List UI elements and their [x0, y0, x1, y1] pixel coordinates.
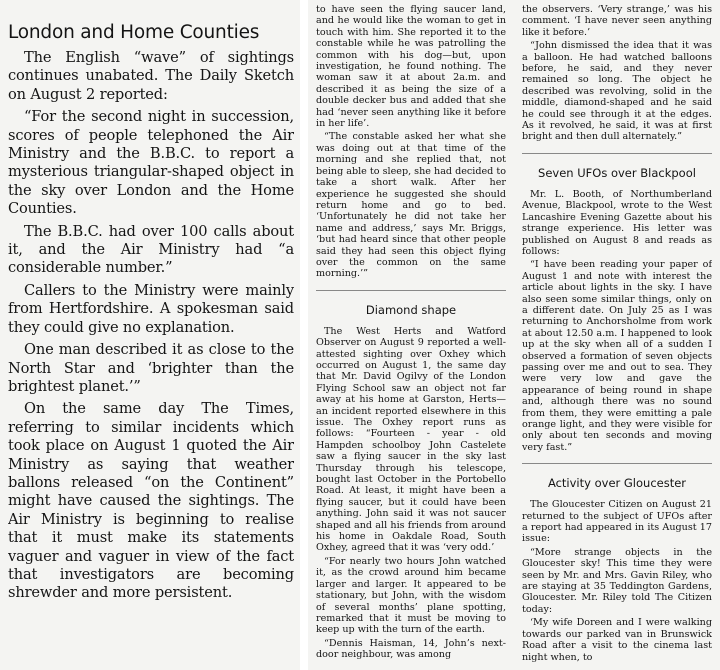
section-divider	[316, 290, 506, 291]
paragraph: “I have been reading your paper of August 1 and note with interest the article about lights in the sky. I have also seen some similar things, only on a different date. On July 25 as I was returning to Anchorsholme from work at about 12.50 a.m. I happened to look up at the sky when all of a sudden I observed a formation of seven objects passing over me and out to sea. They were very low and gave the appearance of being round in shape and, although there was no sound from them, they were emitting a pale orange light, and they were visible for only about ten seconds and moving very fast.”	[522, 259, 712, 453]
paragraph: On the same day The Times, referring to similar incidents which took place on August 1 quoted the Air Ministry as saying that weather ballons released “on the Continent” might have caused the sightings. The Air Ministry is beginning to realise that it must make its statements vaguer and vaguer in view of the fact that investigators are becoming shrewder and more persistent.	[8, 400, 294, 602]
paragraph: “The constable asked her what she was doing out at that time of the morning and she replied that, not being able to sleep, she had decided to take a short walk. After her experience he suggested she should return home and go to bed. ‘Unfortunately he did not take her name and address,’ says Mr. Briggs, ‘but had heard since that other people said they had seen this object flying over the common on the same morning.’”	[316, 131, 506, 280]
section-divider	[522, 463, 712, 464]
paragraph: “For nearly two hours John watched it, as the crowd around him became larger and larger. It appeared to be stationary, but John, with the wisdom of several months’ plane spotting, remarked that it must be moving to keep up with the turn of the earth.	[316, 555, 506, 636]
paragraph: Callers to the Ministry were mainly from Hertfordshire. A spokesman said they could give no explanation.	[8, 281, 294, 336]
paragraph: the observers. ‘Very strange,’ was his comment. ‘I have never seen anything like it before.’	[522, 4, 712, 38]
right-page-panel	[308, 0, 720, 670]
section-heading-diamond-shape: Diamond shape	[365, 302, 457, 317]
paragraph: to have seen the flying saucer land, and he would like the woman to get in touch with him. She reported it to the constable while he was patrolling the common with his dog—but, upon investigation, he found nothing. The woman saw it at about 2a.m. and described it as being the size of a double decker bus and added that she had ‘never seen anything like it before in her life’.	[316, 4, 506, 130]
paragraph: One man described it as close to the North Star and ‘brighter than the brightest planet.’”	[8, 341, 294, 395]
section-heading-london: London and Home Counties	[8, 22, 260, 43]
middle-column	[316, 4, 506, 663]
right-column	[522, 4, 712, 665]
left-column	[8, 22, 294, 607]
paragraph: The West Herts and Watford Observer on August 9 reported a well-attested sighting over Oxhey which occurred on August 1, the same day that Mr. David Ogilvy of the London Flying School saw an object not far away at his home at Garston, Herts—an incident reported elsewhere in this issue. The Oxhey report runs as follows: “Fourteen - year - old Hampden schoolboy John Castelete saw a flying saucer in the sky last Thursday through his telescope, bought last October in the Portobello Road. At least, it might have been a flying saucer, but it could have been anything. John said it was not saucer shaped and all his friends from around his home in Oakdale Road, South Oxhey, agreed that it was ‘very odd.’	[316, 325, 506, 554]
paragraph: ‘My wife Doreen and I were walking towards our parked van in Brunswick Road after a visit to the cinema last night when, to	[522, 617, 712, 663]
paragraph: “Dennis Haisman, 14, John’s next-door neighbour, was among	[316, 637, 506, 661]
paragraph: The Gloucester Citizen on August 21 returned to the subject of UFOs after a report had appeared in its August 17 issue:	[522, 499, 712, 545]
left-page-panel	[0, 0, 300, 670]
paragraph: “More strange objects in the Gloucester sky! This time they were seen by Mr. and Mrs. Gavin Riley, who are staying at 35 Teddington Gardens, Gloucester. Mr. Riley told The Citizen today:	[522, 546, 712, 615]
paragraph: “John dismissed the idea that it was a balloon. He had watched balloons before, he said, and they never remained so long. The object he described was revolving, solid in the middle, diamond-shaped and he said he could see through it at the edges. As it revolved, he said, it was at first bright and then dull alternately.”	[522, 40, 712, 143]
paragraph: The B.B.C. had over 100 calls about it, and the Air Ministry had “a considerable number.”	[8, 222, 294, 277]
paragraph: “For the second night in succession, scores of people telephoned the Air Ministry and the B.B.C. to report a mysterious triangular-shaped object in the sky over London and the Home Counties.	[8, 108, 294, 218]
section-heading-gloucester: Activity over Gloucester	[547, 476, 687, 491]
section-heading-blackpool: Seven UFOs over Blackpool	[538, 165, 696, 180]
section-divider	[522, 153, 712, 154]
paragraph: Mr. L. Booth, of Northumberland Avenue, Blackpool, wrote to the West Lancashire Evening Gazette about his strange experience. His letter was published on August 8 and reads as follows:	[522, 188, 712, 257]
paragraph: The English “wave” of sightings continues unabated. The Daily Sketch on August 2 reported:	[8, 49, 294, 103]
